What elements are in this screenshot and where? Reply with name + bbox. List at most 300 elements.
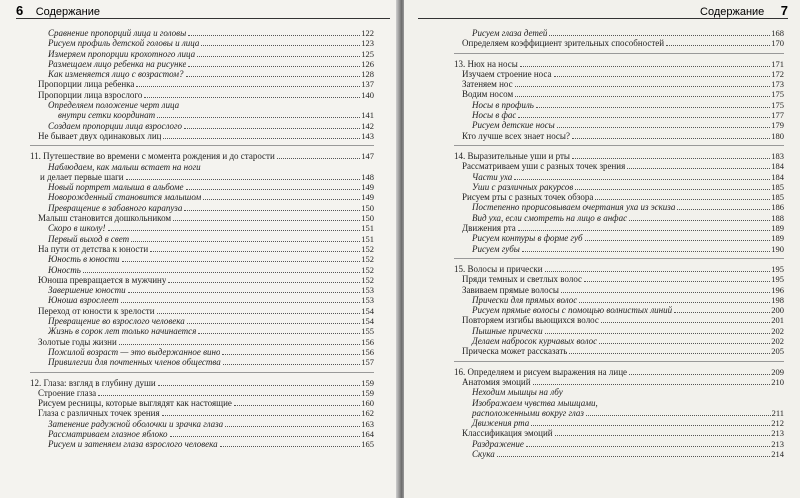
toc-entry-page-number: 196 (771, 284, 784, 295)
toc-entry-page-number: 198 (771, 294, 784, 305)
toc-chapter-entry (454, 264, 784, 274)
toc-entry-page-number: 154 (361, 316, 374, 327)
toc-entry-title: 11. Путешествие во времени с момента рождения и до старости (30, 151, 275, 162)
toc-entry-page-number: 210 (771, 376, 784, 387)
toc-entry (30, 408, 374, 418)
toc-entry-page-number: 202 (771, 325, 784, 336)
section-divider (454, 53, 784, 54)
dot-leader (549, 35, 770, 36)
toc-entry (30, 285, 374, 295)
toc-entry (454, 439, 784, 449)
toc-entry-page-number: 151 (361, 223, 374, 234)
toc-entry-title: Затеняем нос (462, 79, 513, 90)
dot-leader (108, 230, 361, 231)
toc-entry-page-number: 157 (361, 357, 374, 368)
dot-leader (136, 86, 360, 87)
toc-entry-page-number: 195 (771, 274, 784, 285)
toc-entry-title: Не бывает двух одинаковых лиц (38, 130, 162, 141)
toc-entry-page-number: 151 (361, 233, 374, 244)
toc-entry-title: Рисуем рты с разных точек обзора (462, 192, 594, 203)
toc-entry-title: Переход от юности к зрелости (38, 305, 155, 316)
right-page (404, 0, 800, 498)
dot-leader (515, 86, 771, 87)
dot-leader (572, 158, 770, 159)
toc-chapter-entry (30, 151, 374, 161)
toc-entry-title: Рисуем губы (472, 243, 520, 254)
toc-entry-page-number: 177 (771, 110, 784, 121)
dot-leader (83, 272, 360, 273)
dot-leader (170, 436, 361, 437)
toc-entry (30, 326, 374, 336)
toc-entry-title: Малыш становится дошкольником (38, 213, 172, 224)
toc-entry-page-number: 149 (361, 192, 374, 203)
toc-entry (454, 418, 784, 428)
toc-entry (454, 315, 784, 325)
dot-leader (220, 446, 361, 447)
toc-entry-title: Пропорции лица ребенка (38, 79, 135, 90)
toc-entry (30, 275, 374, 285)
toc-entry-page-number: 147 (361, 151, 374, 162)
toc-entry-title: Юноша превращается в мужчину (38, 274, 167, 285)
toc-chapter-entry (454, 367, 784, 377)
toc-entry (30, 100, 374, 110)
left-page-number: 6 (16, 3, 24, 18)
toc-entry-title: Строение глаза (38, 387, 97, 398)
toc-entry (454, 295, 784, 305)
dot-leader (497, 456, 771, 457)
toc-entry-title: 14. Выразительные уши и рты (454, 150, 570, 161)
toc-entry-page-number: 163 (361, 418, 374, 429)
left-page-running-title: Содержание (35, 6, 100, 18)
toc-entry (454, 305, 784, 315)
toc-entry-page-number: 142 (361, 120, 374, 131)
toc-chapter-entry (30, 378, 374, 388)
toc-entry-page-number: 209 (771, 366, 784, 377)
toc-entry-title: Рассматриваем глазное яблоко (48, 428, 168, 439)
dot-leader (585, 240, 771, 241)
toc-entry-title: Создаем пропорции лица взрослого (48, 120, 183, 131)
toc-entry-title: 13. Нюх на носы (454, 58, 518, 69)
toc-entry-page-number: 137 (361, 79, 374, 90)
toc-entry-title: Измеряем пропорции крохотного лица (48, 48, 196, 59)
toc-entry (454, 377, 784, 387)
toc-entry-title: внутри сетки координат (58, 110, 156, 121)
section-divider (454, 145, 784, 146)
dot-leader (277, 158, 360, 159)
toc-entry (454, 79, 784, 89)
dot-leader (131, 241, 360, 242)
toc-entry-title: Новый портрет малыша в альбоме (48, 182, 184, 193)
toc-entry-page-number: 170 (771, 38, 784, 49)
toc-entry (454, 244, 784, 254)
toc-entry-title: Изображаем чувства мышцами, (472, 397, 598, 408)
dot-leader (561, 292, 770, 293)
toc-entry (30, 295, 374, 305)
dot-leader (203, 199, 360, 200)
dot-leader (162, 415, 361, 416)
toc-entry-title: Рассматриваем уши с разных точек зрения (462, 161, 626, 172)
toc-entry-page-number: 159 (361, 377, 374, 388)
toc-entry (454, 192, 784, 202)
toc-entry-page-number: 201 (771, 315, 784, 326)
toc-entry-page-number: 172 (771, 68, 784, 79)
toc-entry-page-number: 148 (361, 171, 374, 182)
toc-entry (30, 265, 374, 275)
dot-leader (518, 117, 770, 118)
toc-entry (454, 28, 784, 38)
toc-entry (454, 223, 784, 233)
toc-entry (30, 131, 374, 141)
dot-leader (520, 66, 770, 67)
dot-leader (569, 353, 770, 354)
toc-entry (30, 69, 374, 79)
section-divider (30, 372, 374, 373)
toc-entry-title: Скоро в школу! (48, 223, 106, 234)
toc-entry (454, 346, 784, 356)
dot-leader (128, 292, 361, 293)
dot-leader (168, 282, 360, 283)
dot-leader (222, 354, 360, 355)
toc-entry (30, 234, 374, 244)
toc-entry-page-number: 140 (361, 89, 374, 100)
toc-entry (30, 357, 374, 367)
toc-entry-page-number: 188 (771, 212, 784, 223)
toc-entry (454, 398, 784, 408)
toc-entry-title: Рисуем прямые волосы с помощью волнистых линий (472, 305, 673, 316)
toc-entry-title: Уши с различных ракурсов (472, 181, 574, 192)
toc-entry-title: Затенение радужной оболочки и зрачка глаза (48, 418, 224, 429)
dot-leader (201, 45, 360, 46)
toc-entry-page-number: 126 (361, 58, 374, 69)
dot-leader (225, 426, 360, 427)
toc-entry-page-number: 164 (361, 428, 374, 439)
toc-entry-title: Делаем набросок курчавых волос (472, 336, 598, 347)
toc-entry-title: Прически для прямых волос (472, 294, 578, 305)
toc-entry-title: Рисуем профиль детской головы и лица (48, 38, 200, 49)
toc-entry-title: Неходим мышцы на лбу (472, 387, 563, 398)
dot-leader (545, 271, 771, 272)
toc-entry-title: Постепенно прорисовываем очертания уха из эскиза (472, 202, 676, 213)
toc-entry-title: Носы в профиль (472, 99, 534, 110)
toc-entry-page-number: 195 (771, 263, 784, 274)
dot-leader (157, 117, 360, 118)
toc-entry-title: Первый выход в свет (48, 233, 130, 244)
toc-entry-title: Юность (48, 264, 81, 275)
toc-entry-page-number: 183 (771, 150, 784, 161)
dot-leader (595, 199, 770, 200)
toc-entry (30, 347, 374, 357)
dot-leader (557, 127, 771, 128)
left-page (0, 0, 398, 498)
toc-entry-title: Носы в фас (472, 110, 517, 121)
toc-entry-title: Превращение в забавного карапуза (48, 202, 183, 213)
toc-entry-title: Рисуем контуры в форме губ (472, 233, 583, 244)
toc-entry-page-number: 212 (771, 418, 784, 429)
toc-entry (454, 110, 784, 120)
section-divider (454, 258, 784, 259)
toc-entry-page-number: 175 (771, 89, 784, 100)
dot-leader (119, 344, 360, 345)
toc-entry (454, 120, 784, 130)
dot-leader (186, 189, 361, 190)
toc-entry (454, 285, 784, 295)
toc-entry-page-number: 155 (361, 326, 374, 337)
toc-entry-page-number: 162 (361, 408, 374, 419)
toc-entry-title: Завершение юности (48, 285, 126, 296)
toc-entry (454, 182, 784, 192)
toc-entry-page-number: 168 (771, 28, 784, 38)
toc-entry-page-number: 159 (361, 387, 374, 398)
toc-entry-page-number: 184 (771, 171, 784, 182)
toc-entry (30, 162, 374, 172)
toc-entry-page-number: 156 (361, 336, 374, 347)
dot-leader (526, 446, 770, 447)
toc-entry-page-number: 189 (771, 233, 784, 244)
dot-leader (173, 220, 360, 221)
section-divider (454, 361, 784, 362)
toc-entry-page-number: 153 (361, 285, 374, 296)
dot-leader (575, 189, 770, 190)
dot-leader (536, 107, 770, 108)
toc-entry-title: Пропорции лица взрослого (38, 89, 143, 100)
toc-entry (454, 89, 784, 99)
toc-entry (454, 274, 784, 284)
toc-entry-page-number: 214 (771, 448, 784, 459)
toc-entry-page-number: 154 (361, 305, 374, 316)
left-toc-list (30, 28, 374, 450)
dot-leader (579, 302, 770, 303)
dot-leader (677, 209, 770, 210)
toc-entry (454, 387, 784, 397)
toc-entry-page-number: 175 (771, 99, 784, 110)
toc-entry-title: Движения рта (472, 418, 530, 429)
dot-leader (126, 179, 361, 180)
toc-entry-page-number: 180 (771, 130, 784, 141)
toc-entry (30, 172, 374, 182)
toc-entry-title: Глаза с различных точек зрения (38, 408, 160, 419)
toc-entry (454, 449, 784, 459)
dot-leader (184, 210, 360, 211)
toc-entry-title: Жизнь в сорок лет только начинается (48, 326, 197, 337)
toc-chapter-entry (454, 151, 784, 161)
toc-entry-page-number: 202 (771, 336, 784, 347)
toc-entry-title: Вид уха, если смотреть на лицо в анфас (472, 212, 628, 223)
right-toc-list (454, 28, 784, 459)
toc-entry (30, 223, 374, 233)
toc-entry-page-number: 150 (361, 202, 374, 213)
toc-entry-page-number: 205 (771, 346, 784, 357)
toc-entry-title: Наблюдаем, как малыш встает на ноги (48, 161, 201, 172)
toc-entry (454, 213, 784, 223)
toc-entry-title: Повторяем изгибы вьющихся волос (462, 315, 599, 326)
toc-entry (30, 337, 374, 347)
toc-entry-title: Пряди темных и светлых волос (462, 274, 583, 285)
toc-entry-title: Рисуем глаза детей (472, 28, 548, 38)
dot-leader (545, 333, 771, 334)
toc-entry-title: Водим носом (462, 89, 514, 100)
toc-entry (30, 90, 374, 100)
toc-entry-title: Части уха (472, 171, 513, 182)
dot-leader (629, 220, 770, 221)
toc-chapter-entry (454, 59, 784, 69)
toc-entry-title: Рисуем ресницы, которые выглядят как настоящие (38, 398, 232, 409)
toc-entry-page-number: 165 (361, 439, 374, 450)
dot-leader (144, 97, 360, 98)
toc-entry (454, 172, 784, 182)
toc-entry-page-number: 185 (771, 181, 784, 192)
dot-leader (629, 374, 770, 375)
toc-entry-title: Рисуем и затеняем глаза взрослого человека (48, 439, 218, 450)
toc-entry (454, 202, 784, 212)
toc-entry-title: Завиваем прямые волосы (462, 284, 559, 295)
toc-entry (454, 428, 784, 438)
right-page-running-title: Содержание (700, 6, 765, 18)
dot-leader (627, 168, 770, 169)
dot-leader (186, 76, 361, 77)
toc-entry-title: Определяем коэффициент зрительных способностей (462, 38, 665, 49)
dot-leader (158, 385, 361, 386)
dot-leader (157, 313, 361, 314)
toc-entry-page-number: 213 (771, 438, 784, 449)
dot-leader (121, 302, 361, 303)
toc-entry-page-number: 213 (771, 428, 784, 439)
toc-entry (454, 100, 784, 110)
toc-entry-title: Юность в юности (48, 254, 120, 265)
dot-leader (122, 261, 361, 262)
toc-entry-title: Золотые годы жизни (38, 336, 117, 347)
toc-entry (30, 439, 374, 449)
dot-leader (666, 45, 770, 46)
left-page-header (16, 2, 390, 19)
dot-leader (555, 435, 771, 436)
toc-entry (30, 398, 374, 408)
toc-entry-page-number: 150 (361, 213, 374, 224)
toc-entry (30, 79, 374, 89)
toc-entry-title: Скука (472, 448, 495, 459)
toc-entry (30, 110, 374, 120)
toc-entry-title: расположенными вокруг глаз (472, 407, 584, 418)
dot-leader (515, 96, 770, 97)
toc-entry (30, 182, 374, 192)
toc-entry-page-number: 173 (771, 79, 784, 90)
toc-entry (30, 306, 374, 316)
toc-entry (30, 59, 374, 69)
toc-entry-page-number: 190 (771, 243, 784, 254)
toc-entry-title: Превращение во взрослого человека (48, 316, 185, 327)
toc-entry (30, 316, 374, 326)
toc-entry (30, 213, 374, 223)
toc-entry (454, 69, 784, 79)
toc-entry (30, 254, 374, 264)
dot-leader (599, 343, 770, 344)
toc-entry-title: Классификация эмоций (462, 428, 553, 439)
toc-entry-title: Привилегии для почтенных членов общества (48, 357, 221, 368)
dot-leader (514, 179, 770, 180)
toc-entry-title: 16. Определяем и рисуем выражения на лице (454, 366, 628, 377)
dot-leader (188, 66, 360, 67)
dot-leader (674, 312, 770, 313)
dot-leader (197, 56, 360, 57)
toc-entry-page-number: 143 (361, 130, 374, 141)
toc-entry (30, 49, 374, 59)
toc-entry-page-number: 171 (771, 58, 784, 69)
dot-leader (518, 230, 771, 231)
toc-entry-title: Сравнение пропорций лица и головы (48, 28, 187, 38)
toc-entry-title: Изучаем строение носа (462, 68, 552, 79)
toc-entry-page-number: 153 (361, 295, 374, 306)
toc-entry-page-number: 211 (771, 407, 784, 418)
toc-entry (454, 408, 784, 418)
toc-entry (454, 161, 784, 171)
toc-entry-page-number: 184 (771, 161, 784, 172)
dot-leader (198, 333, 360, 334)
dot-leader (522, 251, 770, 252)
toc-entry-title: На пути от детства к юности (38, 243, 149, 254)
toc-entry (30, 28, 374, 38)
toc-entry-title: 15. Волосы и прически (454, 263, 543, 274)
toc-entry-page-number: 122 (361, 28, 374, 38)
dot-leader (554, 76, 771, 77)
toc-entry (30, 429, 374, 439)
dot-leader (533, 384, 771, 385)
toc-entry-page-number: 125 (361, 48, 374, 59)
toc-entry-page-number: 152 (361, 274, 374, 285)
toc-entry-page-number: 179 (771, 120, 784, 131)
toc-entry-title: Определяем положение черт лица (48, 100, 180, 111)
toc-entry-page-number: 149 (361, 182, 374, 193)
dot-leader (184, 128, 360, 129)
section-divider (30, 145, 374, 146)
toc-entry (30, 192, 374, 202)
toc-entry (30, 419, 374, 429)
toc-entry-page-number: 141 (361, 110, 374, 121)
toc-entry-title: Прическа может рассказать (462, 346, 568, 357)
toc-entry-page-number: 152 (361, 254, 374, 265)
toc-entry (454, 336, 784, 346)
toc-entry-title: Размещаем лицо ребенка на рисунке (48, 58, 187, 69)
dot-leader (98, 395, 360, 396)
toc-entry (454, 326, 784, 336)
right-page-number: 7 (780, 3, 788, 18)
right-page-header (418, 2, 788, 19)
toc-entry-title: Анатомия эмоций (462, 376, 531, 387)
toc-entry (454, 131, 784, 141)
toc-entry (454, 38, 784, 48)
dot-leader (572, 138, 770, 139)
toc-entry-title: Движения рта (462, 223, 516, 234)
dot-leader (188, 35, 360, 36)
dot-leader (586, 415, 771, 416)
toc-entry (30, 38, 374, 48)
toc-entry (30, 388, 374, 398)
dot-leader (234, 405, 360, 406)
toc-entry-title: Юноша взрослеет (48, 295, 119, 306)
toc-entry-title: Пожилой возраст — это выдержанное вино (48, 346, 221, 357)
toc-entry-page-number: 156 (361, 346, 374, 357)
toc-entry-title: Новорожденный становится малышом (48, 192, 202, 203)
dot-leader (187, 323, 361, 324)
toc-entry-page-number: 189 (771, 223, 784, 234)
toc-entry (30, 121, 374, 131)
toc-entry-page-number: 160 (361, 398, 374, 409)
dot-leader (163, 138, 360, 139)
toc-entry-page-number: 128 (361, 69, 374, 80)
toc-entry-title: Кто лучше всех знает носы? (462, 130, 570, 141)
toc-entry-title: Раздражение (472, 438, 524, 449)
toc-entry (454, 233, 784, 243)
dot-leader (531, 425, 770, 426)
dot-leader (150, 251, 360, 252)
